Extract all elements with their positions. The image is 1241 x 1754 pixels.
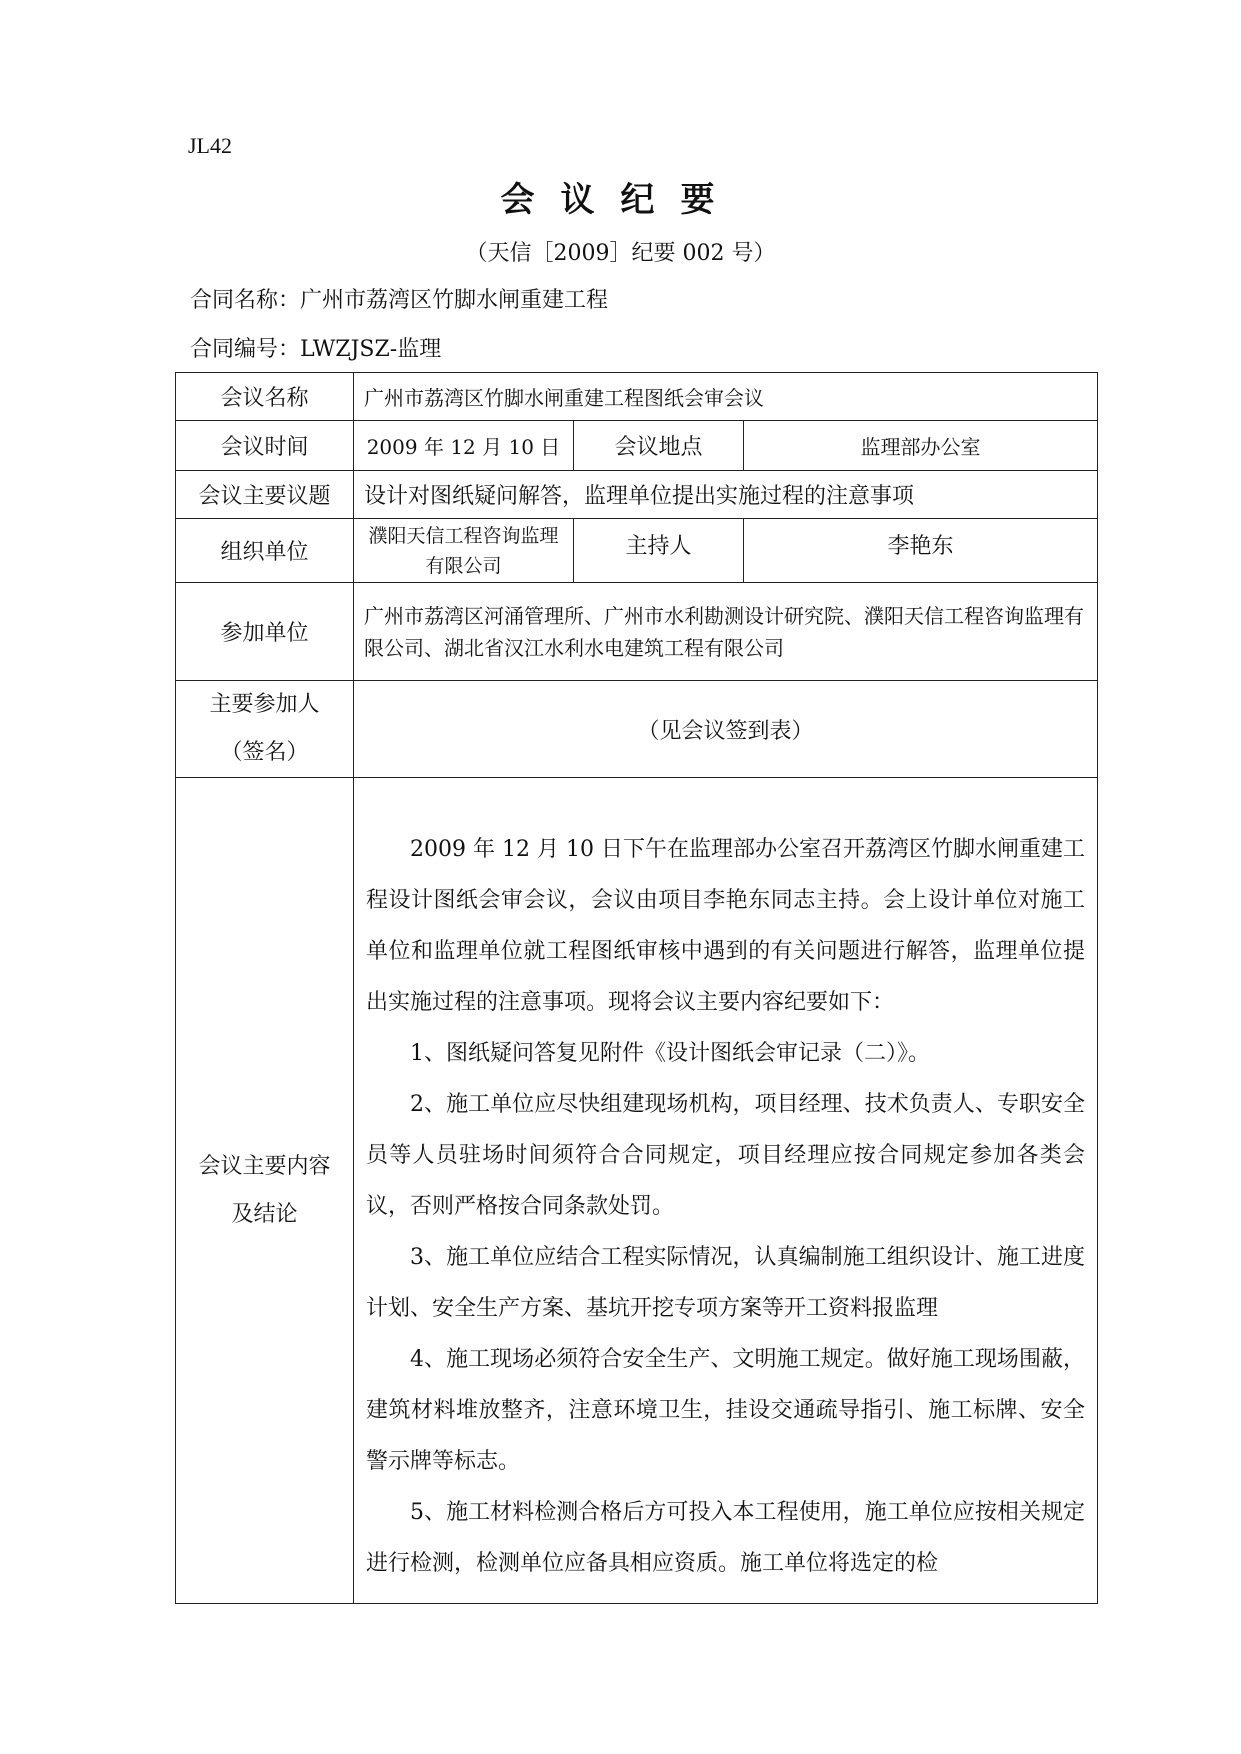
content-body [354, 778, 1098, 1604]
attendees-label [176, 681, 354, 778]
row-meeting-time [176, 421, 1098, 471]
row-organizer [176, 519, 1098, 583]
content-paragraph: 2009 年 12 月 10 日下午在监理部办公室召开荔湾区竹脚水闸重建工程设计图纸会审会议，会议由项目李艳东同志主持。会上设计单位对施工单位和监理单位就工程图纸审核中遇到的有关问题进行解答，监理单位提出实施过程的注意事项。现将会议主要内容纪要如下： [366, 837, 1086, 1015]
row-meeting-name [176, 373, 1098, 421]
row-attendees [176, 681, 1098, 778]
participants-label: 参加单位 [176, 583, 354, 681]
attendees-label-line2: （签名） [220, 740, 309, 765]
meeting-place-value: 监理部办公室 [744, 421, 1098, 471]
attendees-value: （见会议签到表） [354, 681, 1098, 778]
content-paragraph: 3、施工单位应结合工程实际情况，认真编制施工组织设计、施工进度计划、安全生产方案、基坑开挖专项方案等开工资料报监理 [366, 1245, 1086, 1321]
organizer-label: 组织单位 [176, 519, 354, 583]
content-paragraph: 5、施工材料检测合格后方可投入本工程使用，施工单位应按相关规定进行检测，检测单位应备具相应资质。施工单位将选定的检 [366, 1500, 1086, 1576]
organizer-value: 濮阳天信工程咨询监理有限公司 [354, 519, 574, 583]
document-code: JL42 [188, 133, 232, 158]
content-paragraph: 2、施工单位应尽快组建现场机构，项目经理、技术负责人、专职安全员等人员驻场时间须符合合同规定，项目经理应按合同规定参加各类会议，否则严格按合同条款处罚。 [366, 1092, 1086, 1219]
host-value: 李艳东 [744, 519, 1098, 583]
content-label-line2: 及结论 [231, 1201, 298, 1227]
row-meeting-topic [176, 471, 1098, 519]
contract-number: 合同编号：LWZJSZ-监理 [190, 337, 442, 362]
meeting-name-label: 会议名称 [176, 373, 354, 421]
content-label-line1: 会议主要内容 [198, 1153, 331, 1179]
meeting-time-value: 2009 年 12 月 10 日 [354, 421, 574, 471]
content-paragraph: 4、施工现场必须符合安全生产、文明施工规定。做好施工现场围蔽，建筑材料堆放整齐，注意环境卫生，挂设交通疏导指引、施工标牌、安全警示牌等标志。 [366, 1347, 1086, 1474]
document-title: 会议纪要 [500, 180, 741, 220]
row-participants [176, 583, 1098, 681]
meeting-place-label: 会议地点 [574, 421, 744, 471]
host-label: 主持人 [574, 519, 744, 583]
contract-name: 合同名称：广州市荔湾区竹脚水闸重建工程 [190, 288, 609, 313]
row-content [176, 778, 1098, 1604]
participants-value: 广州市荔湾区河涌管理所、广州市水利勘测设计研究院、濮阳天信工程咨询监理有限公司、湖北省汉江水利水电建筑工程有限公司 [354, 583, 1098, 681]
meeting-topic-label: 会议主要议题 [176, 471, 354, 519]
meeting-topic-value: 设计对图纸疑问解答，监理单位提出实施过程的注意事项 [354, 471, 1098, 519]
meeting-time-label: 会议时间 [176, 421, 354, 471]
content-paragraph: 1、图纸疑问答复见附件《设计图纸会审记录（二）》。 [410, 1041, 930, 1066]
content-label [176, 778, 354, 1604]
document-number: （天信［2009］纪要 002 号） [465, 241, 776, 266]
meeting-name-value: 广州市荔湾区竹脚水闸重建工程图纸会审会议 [354, 373, 1098, 421]
minutes-table [175, 372, 1098, 1604]
attendees-label-line1: 主要参加人 [209, 692, 320, 717]
